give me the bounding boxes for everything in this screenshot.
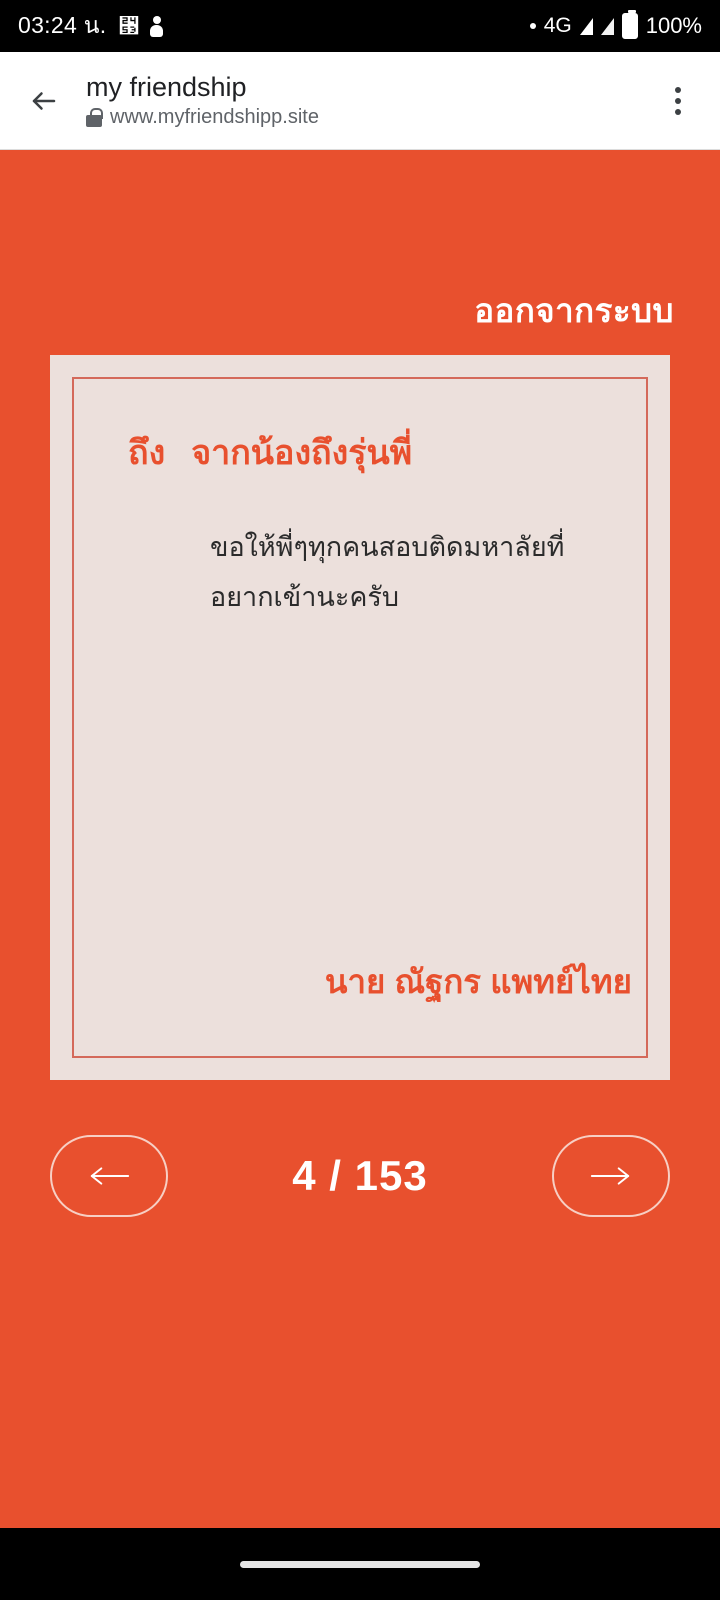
pager xyxy=(0,1126,720,1226)
kebab-menu-icon[interactable] xyxy=(652,73,704,129)
browser-toolbar xyxy=(0,52,720,150)
status-bar-right xyxy=(530,13,702,39)
status-bar xyxy=(0,0,720,52)
signal-icon xyxy=(601,18,614,35)
gmail-icon: ⑓ xyxy=(118,14,139,38)
previous-page-button[interactable] xyxy=(50,1135,168,1217)
person-icon xyxy=(150,15,163,37)
message-card-inner xyxy=(72,377,648,1058)
signature-text: นาย ณัฐกร แพทย์ไทย xyxy=(324,963,632,1000)
signal-icon xyxy=(580,18,593,35)
greeting-row xyxy=(114,425,606,479)
system-navigation-bar xyxy=(0,1528,720,1600)
battery-percent-label: 100% xyxy=(645,13,702,38)
address-bar[interactable] xyxy=(72,72,652,129)
url-text: www.myfriendshipp.site xyxy=(110,106,319,129)
arrow-left-icon xyxy=(86,1161,132,1191)
kebab-dot xyxy=(675,109,681,115)
home-pill[interactable] xyxy=(240,1561,480,1568)
logout-button[interactable]: ออกจากระบบ xyxy=(474,292,674,329)
dot-icon xyxy=(530,23,536,29)
page-content xyxy=(0,150,720,1528)
greeting-label: ถึง xyxy=(128,434,166,472)
next-page-button[interactable] xyxy=(552,1135,670,1217)
kebab-dot xyxy=(675,87,681,93)
site-title: my friendship xyxy=(86,71,247,102)
status-time: 03:24 น. xyxy=(18,12,107,38)
message-card xyxy=(50,355,670,1080)
lock-icon xyxy=(86,108,102,127)
page-counter: 4 / 153 xyxy=(292,1152,428,1199)
arrow-right-icon xyxy=(588,1161,634,1191)
recipient-name: จากน้องถึงรุ่นพี่ xyxy=(191,434,413,472)
status-bar-left xyxy=(18,8,163,44)
network-type-label: 4G xyxy=(543,14,572,37)
url-row xyxy=(86,106,652,129)
battery-icon xyxy=(622,13,638,39)
kebab-dot xyxy=(675,98,681,104)
back-arrow-icon[interactable] xyxy=(16,73,72,129)
message-body: ขอให้พี่ๆทุกคนสอบติดมหาลัยที่อยากเข้านะครับ xyxy=(210,532,565,612)
